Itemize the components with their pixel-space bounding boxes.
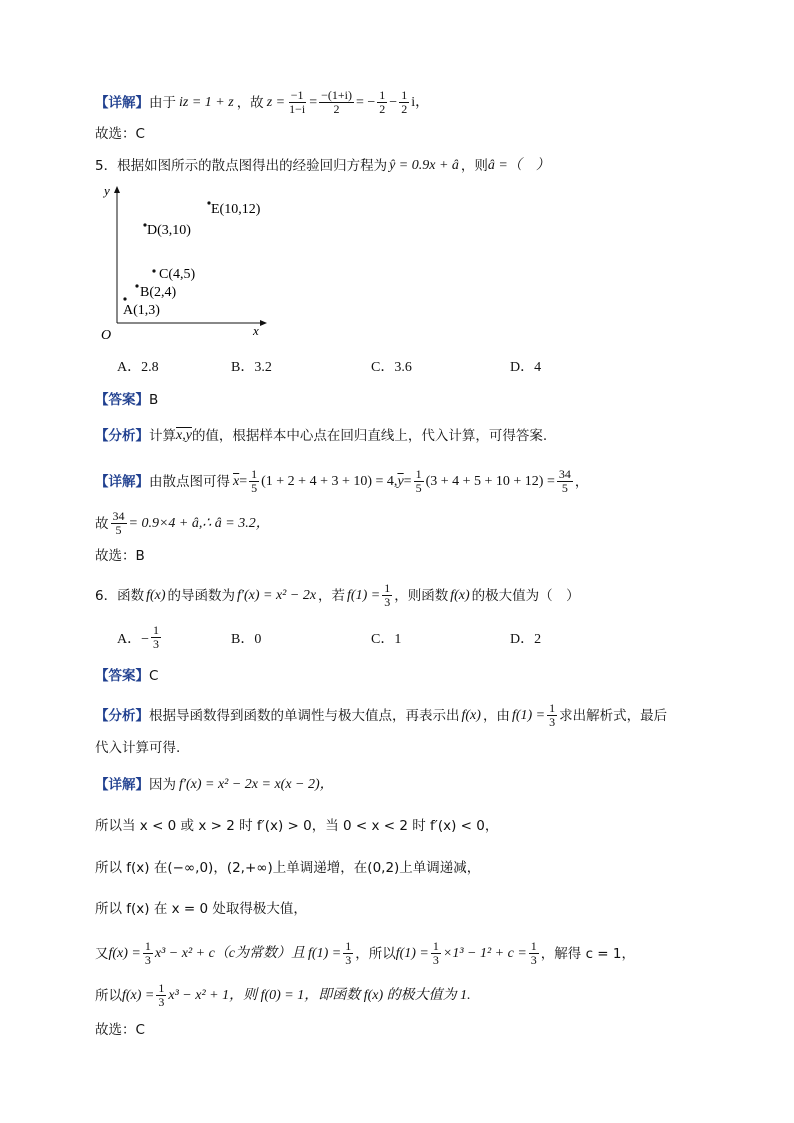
origin-label: O: [101, 328, 112, 343]
question-text: ，若: [318, 587, 346, 604]
q6-analysis-cont: [95, 738, 180, 758]
equation: ×1³ − 1² + c =: [442, 945, 527, 961]
equation: x³ − x² + c（c为常数）且: [154, 945, 306, 961]
answer-label: 【答案】: [95, 392, 149, 408]
fraction: $\frac{1}{3}$: [549, 701, 556, 729]
equation: f′(x) = x² − 2x = x(x − 2)，: [179, 777, 334, 792]
option-a: A．2.8: [117, 360, 159, 375]
equation: f(1) =: [347, 587, 381, 603]
text: 所以 f(x) 在(−∞,0)，(2,+∞)上单调递增，在(0,2)上单调递减，: [95, 860, 481, 876]
detail-label: 【详解】: [95, 473, 149, 490]
question-text: 6．函数: [95, 587, 145, 604]
equation: f(x): [146, 587, 166, 603]
fraction: $\frac{1}{3}$: [432, 939, 439, 967]
text: 因为: [149, 777, 176, 793]
equation: f(x): [450, 587, 470, 603]
point-e-label: E(10,12): [211, 202, 261, 217]
text: 计算: [149, 428, 176, 444]
text: 又: [95, 945, 109, 962]
equation: = 0.9×4 + â,∴ â = 3.2，: [128, 515, 270, 531]
analysis-label: 【分析】: [95, 428, 149, 444]
text: 所以当 x < 0 或 x > 2 时 f′(x) > 0，当 0 < x < 2 时 f′(x) < 0，: [95, 818, 499, 834]
fraction: $\frac{-1}{1-i}$: [289, 88, 306, 116]
x-axis-label: x: [253, 323, 259, 338]
equation: =: [239, 473, 248, 489]
fraction: $\frac{1}{3}$: [345, 939, 352, 967]
equation: $\overline{x}$: [233, 473, 240, 489]
scatter-plot: [95, 178, 275, 343]
option-b: B．0: [231, 632, 262, 647]
q5-answer: [95, 390, 158, 410]
option-c: C．3.6: [371, 360, 412, 375]
text: 故: [95, 515, 109, 532]
point-b-label: B(2,4): [140, 285, 177, 300]
fraction: $\frac{-(1+i)}{2}$: [321, 88, 352, 116]
answer-value: C: [149, 668, 159, 684]
text: 所以 f(x) 在 x = 0 处取得极大值，: [95, 901, 307, 917]
equation: f(1) =: [395, 945, 429, 961]
q5-options: [0, 356, 794, 376]
q4-choice: [95, 124, 145, 144]
text: 根据导函数得到函数的单调性与极大值点，再表示出: [149, 707, 460, 724]
option-b: B．3.2: [231, 360, 272, 375]
question-text: 的极大值为（ ）: [471, 587, 580, 604]
text: ，解得 c = 1，: [540, 945, 635, 962]
choice-text: 故选：C: [95, 126, 145, 142]
equation: $\overline{y}$: [397, 473, 404, 489]
q4-detail-line: 【详解】 由于 iz = 1 + z ，故 z = $\frac{-1}{1-i}$ = $\frac{-(1+i)}{2}$ = − $\frac{1}{2}$ − $\frac{1}{2}$ i，: [95, 88, 430, 116]
q6-detail-3: [95, 858, 480, 878]
equation: =: [403, 473, 412, 489]
equation: z =: [266, 94, 286, 110]
q6-detail-1: [95, 775, 334, 795]
fraction: $\frac{1}{5}$: [251, 467, 258, 495]
option-c: C．1: [371, 632, 402, 647]
detail-label: 【详解】: [95, 777, 149, 793]
equation: x³ − x² + 1，则 f(0) = 1，即函数 f(x) 的极大值为 1.: [168, 987, 471, 1003]
answer-label: 【答案】: [95, 668, 149, 684]
q6-choice: [95, 1020, 145, 1040]
q6-analysis: [95, 702, 667, 729]
equation: i，: [411, 94, 430, 110]
point-a: [123, 297, 126, 300]
q5-detail: [95, 468, 588, 495]
text: 代入计算可得.: [95, 740, 181, 756]
analysis-label: 【分析】: [95, 707, 149, 724]
equation: x,y: [176, 428, 192, 443]
choice-text: 故选：C: [95, 1022, 145, 1038]
q6-detail-5: [95, 940, 635, 967]
option-d: D．4: [510, 360, 542, 375]
fraction: $\frac{1}{3}$: [158, 981, 165, 1009]
fraction: $\frac{1}{3}$: [144, 939, 151, 967]
text: ，: [574, 473, 589, 490]
q6-detail-4: [95, 899, 307, 919]
point-a-label: A(1,3): [123, 303, 160, 318]
q5-analysis: [95, 426, 547, 446]
y-axis-label: y: [104, 183, 110, 198]
q6-detail-6: [95, 982, 471, 1009]
fraction: $\frac{1}{2}$: [401, 88, 408, 116]
text: 由于: [149, 94, 176, 111]
text: 的值，根据样本中心点在回归直线上，代入计算，可得答案.: [191, 428, 548, 444]
text: ，故: [236, 94, 264, 111]
question-text: ，则: [460, 158, 488, 174]
equation: f(1) =: [511, 707, 546, 723]
equation: −: [389, 94, 398, 110]
equation: f(1) =: [308, 945, 342, 961]
q6-stem: [95, 582, 580, 609]
choice-text: 故选：B: [95, 548, 145, 564]
question-text: ，则函数: [394, 587, 449, 604]
q5-therefore: [95, 510, 270, 537]
q5-stem: [95, 156, 550, 176]
fraction: $\frac{1}{5}$: [415, 467, 422, 495]
fraction: $\frac{34}{5}$: [558, 467, 571, 495]
point-c: [152, 269, 155, 272]
equation: (1 + 2 + 4 + 3 + 10) = 4,: [261, 473, 398, 489]
q5-choice: [95, 546, 145, 566]
question-text: 5．根据如图所示的散点图得出的经验回归方程为: [95, 158, 388, 174]
text: 由散点图可得: [149, 473, 230, 490]
text: ，所以: [355, 945, 396, 962]
fraction: $\frac{34}{5}$: [112, 509, 125, 537]
text: 求出解析式，最后: [559, 707, 668, 724]
equation: â =（ ）: [487, 158, 550, 173]
equation: (3 + 4 + 5 + 10 + 12) =: [425, 473, 555, 489]
q6-options: [0, 624, 794, 650]
q6-detail-2: [95, 816, 498, 836]
equation: iz = 1 + z: [179, 94, 234, 110]
fraction: $\frac{1}{3}$: [384, 581, 391, 609]
equation: f(x) =: [108, 945, 141, 961]
point-d-label: D(3,10): [147, 223, 191, 238]
option-a: A．− $\frac{1}{3}$: [117, 623, 160, 651]
fraction: $\frac{1}{2}$: [379, 88, 386, 116]
equation: ŷ = 0.9x + â: [389, 158, 459, 173]
point-c-label: C(4,5): [159, 267, 196, 282]
option-d: D．2: [510, 632, 542, 647]
fraction: $\frac{1}{3}$: [530, 939, 537, 967]
q6-answer: [95, 666, 158, 686]
question-text: 的导函数为: [167, 587, 236, 604]
equation: f(x): [461, 707, 481, 723]
equation: = −: [355, 94, 376, 110]
text: 所以: [95, 987, 122, 1004]
equation: f(x) =: [122, 987, 155, 1003]
text: ，由: [482, 707, 510, 724]
point-b: [135, 284, 138, 287]
detail-label: 【详解】: [95, 94, 149, 111]
answer-value: B: [149, 392, 159, 408]
equation: f′(x) = x² − 2x: [237, 587, 317, 603]
